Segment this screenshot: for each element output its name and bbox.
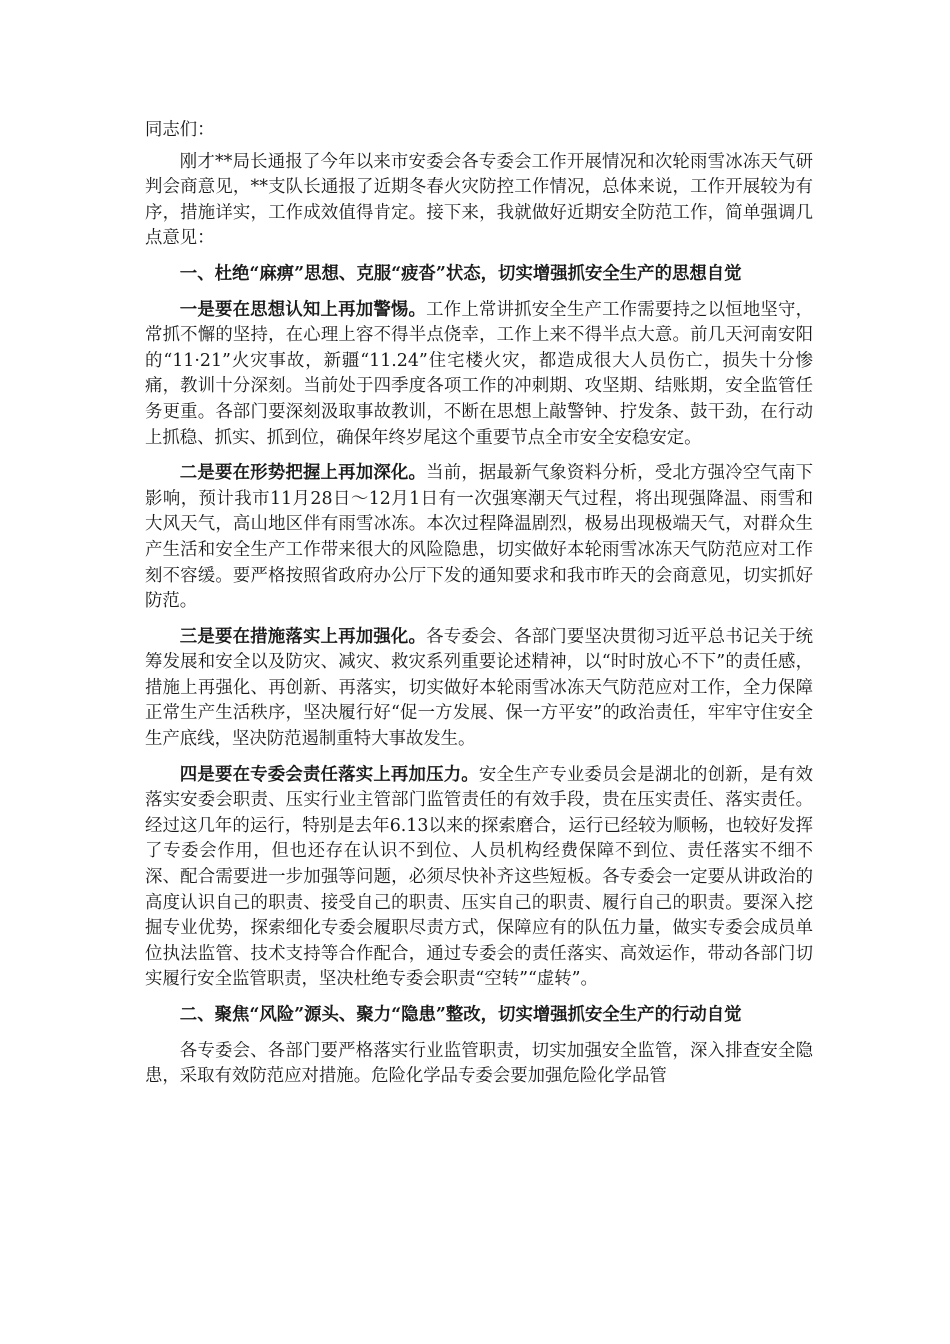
section-2-paragraph: 各专委会、各部门要严格落实行业监管职责，切实加强安全监管，深入排查安全隐患，采取有效防范应对措施。危险化学品专委会要加强危险化学品管 <box>145 1040 813 1087</box>
section-2-heading: 二、聚焦“风险”源头、聚力“隐患”整改，切实增强抓安全生产的行动自觉 <box>179 1005 742 1025</box>
section-1-item-4 <box>145 763 813 993</box>
item-1-lead: 一是要在思想认知上再加警惕。 <box>179 299 427 320</box>
section-1-item-3 <box>145 625 813 753</box>
section-1-item-2 <box>145 461 813 615</box>
item-2-body: 当前，据最新气象资料分析，受北方强冷空气南下影响，预计我市11月28日～12月1日有一次强寒潮天气过程，将出现强降温、雨雪和大风天气，高山地区伴有雨雪冰冻。本次过程降温剧烈，极易出现极端天气，对群众生产生活和安全生产工作带来很大的风险隐患，切实做好本轮雨雪冰冻天气防范应对工作刻不容缓。要严格按照省政府办公厅下发的通知要求和我市昨天的会商意见，切实抓好防范。 <box>145 463 813 612</box>
section-1-item-1 <box>145 298 813 452</box>
item-4-body: 安全生产专业委员会是湖北的创新，是有效落实安委会职责、压实行业主管部门监管责任的有效手段，贵在压实责任、落实责任。经过这几年的运行，特别是去年6.13以来的探索磨合，运行已经较为顺畅，也较好发挥了专委会作用，但也还存在认识不到位、人员机构经费保障不到位、责任落实不细不深、配合需要进一步加强等问题，必须尽快补齐这些短板。各专委会一定要从讲政治的高度认识自己的职责、接受自己的职责、压实自己的职责、履行自己的职责。要深入挖掘专业优势，探索细化专委会履职尽责方式，保障应有的队伍力量，做实专委会成员单位执法监管、技术支持等合作配合，通过专委会的责任落实、高效运作，带动各部门切实履行安全监管职责，坚决杜绝专委会职责“空转”“虚转”。 <box>145 764 813 990</box>
item-1-body: 工作上常讲抓安全生产工作需要持之以恒地坚守，常抓不懈的坚持，在心理上容不得半点侥幸，工作上来不得半点大意。前几天河南安阳的“11·21”火灾事故，新疆“11.24”住宅楼火灾，都造成很大人员伤亡，损失十分惨痛，教训十分深刻。当前处于四季度各项工作的冲刺期、攻坚期、结账期，安全监管任务更重。各部门要深刻汲取事故教训，不断在思想上敲警钟、拧发条、鼓干劲，在行动上抓稳、抓实、抓到位，确保年终岁尾这个重要节点全市安全安稳安定。 <box>145 299 813 448</box>
item-4-lead: 四是要在专委会责任落实上再加压力。 <box>179 764 479 785</box>
item-3-body: 各专委会、各部门要坚决贯彻习近平总书记关于统筹发展和安全以及防灾、减灾、救灾系列重要论述精神，以“时时放心不下”的责任感，措施上再强化、再创新、再落实，切实做好本轮雨雪冰冻天气防范应对工作，全力保障正常生产生活秩序，坚决履行好“促一方发展、保一方平安”的政治责任，牢牢守住安全生产底线，坚决防范遏制重特大事故发生。 <box>145 626 813 750</box>
document-page <box>145 118 813 1100</box>
section-1-heading: 一、杜绝“麻痹”思想、克服“疲沓”状态，切实增强抓安全生产的思想自觉 <box>179 263 742 284</box>
salutation: 同志们： <box>145 120 215 140</box>
item-2-lead: 二是要在形势把握上再加深化。 <box>179 463 427 484</box>
item-3-lead: 三是要在措施落实上再加强化。 <box>179 626 427 647</box>
intro-paragraph: 刚才**局长通报了今年以来市安委会各专委会工作开展情况和次轮雨雪冰冻天气研判会商意见，**支队长通报了近期冬春火灾防控工作情况，总体来说，工作开展较为有序，措施详实，工作成效值得肯定。接下来，我就做好近期安全防范工作，简单强调几点意见： <box>145 151 813 249</box>
